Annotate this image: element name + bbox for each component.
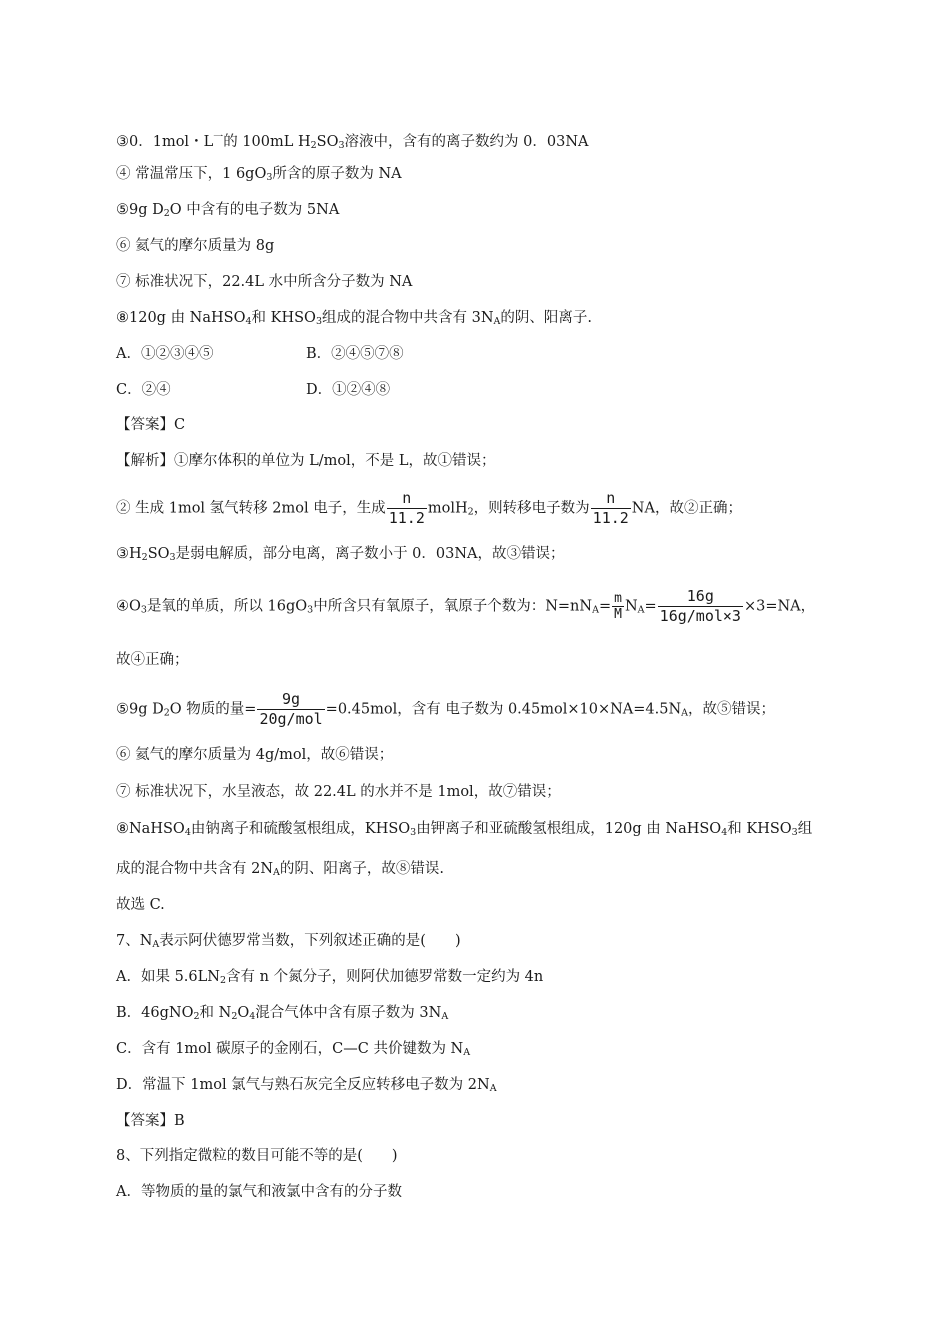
explanation-line-8b: 成的混合物中共含有 $2N_A$的阴、阳离子，故⑧错误. — [116, 861, 445, 878]
conclusion-line: 故选 C. — [116, 897, 165, 913]
explanation-line-1: 【解析】①摩尔体积的单位为 L/mol，不是 L，故①错误； — [116, 453, 496, 469]
explanation-line-3: $③H_2SO_3$是弱电解质，部分电离，离子数小于 0．03NA，故③错误； — [116, 546, 565, 563]
question-7-option-a: A．如果 $5.6LN_2$含有 n 个氮分子，则阿伏加德罗常数一定约为 4n — [116, 969, 544, 986]
explanation-line-4b: 故④正确； — [116, 652, 189, 668]
explanation-line-5: ⑤9g $D_2O$ 物质的量= $\frac{9g}{\text{20g/mol}}$ =0.45mol，含有 电子数为 $0.45mol\times 10\times NA=4.5N_A$，故⑤错误； — [116, 690, 776, 728]
line-item-4: ④ 常温常压下，1 $6gO_3$所含的原子数为 NA — [116, 166, 402, 183]
fraction-9g-over-20g: $\frac{9g}{\text{20g/mol}}$ — [259, 690, 323, 728]
fraction-n-over-11-2: $\frac{n}{11.2}$ — [388, 489, 425, 527]
explanation-line-8: ⑧NaHSO$_4$由钠离子和硫酸氢根组成，$KHSO_3$由钾离子和亚硫酸氢根组成，120g 由 NaHSO$_4$和 $KHSO_3$组 — [116, 821, 813, 838]
question-7-stem: 7、$N_A$表示阿伏德罗常当数，下列叙述正确的是( ) — [116, 933, 461, 950]
line-item-7: ⑦ 标准状况下，22.4L 水中所含分子数为 NA — [116, 274, 413, 290]
line-item-3: ③0．1mol・$L^一$的 100mL $H_2SO_3$溶液中，含有的离子数约为 0．03NA — [116, 132, 589, 151]
explanation-line-4: $④O_3$是氧的单质，所以 $16gO_3$中所含只有氧原子，氧原子个数为：$N=nN_A=$ $\frac{m}{M}$ $N_A=$ $\frac{16g}{\text{16g/mol×3}}$ ×3=NA， — [116, 587, 816, 625]
line-item-8: ⑧120g 由 NaHSO$_4$和 $KHSO_3$组成的混合物中共含有 $3N_A$的阴、阳离子. — [116, 310, 593, 327]
line-item-6: ⑥ 氦气的摩尔质量为 8g — [116, 238, 275, 254]
option-d: D．①②④⑧ — [306, 382, 391, 398]
fraction-m-over-M: $\frac{m}{M}$ — [614, 591, 622, 622]
answer-label-2: 【答案】B — [116, 1113, 185, 1129]
question-8-stem: 8、下列指定微粒的数目可能不等的是( ) — [116, 1148, 398, 1164]
question-7-option-d: D．常温下 1mol 氯气与熟石灰完全反应转移电子数为 $2N_A$ — [116, 1077, 497, 1094]
option-a: A．①②③④⑤ — [116, 346, 214, 362]
line-item-5: ⑤9g $D_2O$ 中含有的电子数为 5NA — [116, 202, 340, 219]
explanation-line-2: ② 生成 1mol 氢气转移 2mol 电子，生成 $\frac{n}{11.2}$ molH$_2$，则转移电子数为 $\frac{n}{11.2}$ NA，故②正确； — [116, 489, 742, 527]
explanation-line-6: ⑥ 氦气的摩尔质量为 4g/mol，故⑥错误； — [116, 747, 394, 763]
explanation-line-7: ⑦ 标准状况下，水呈液态，故 22.4L 的水并不是 1mol，故⑦错误； — [116, 784, 561, 800]
option-c: C．②④ — [116, 382, 171, 398]
fraction-n-over-11-2-b: $\frac{n}{11.2}$ — [592, 489, 629, 527]
question-7-option-b: B．46gNO$_2$和 $N_2O_4$混合气体中含有原子数为 $3N_A$ — [116, 1005, 449, 1022]
answer-label: 【答案】C — [116, 417, 186, 433]
option-b: B．②④⑤⑦⑧ — [306, 346, 404, 362]
fraction-16g-over-molar: $\frac{16g}{\text{16g/mol×3}}$ — [659, 587, 741, 625]
question-7-option-c: C．含有 1mol 碳原子的金刚石，C—C 共价键数为 $N_A$ — [116, 1041, 471, 1058]
question-8-option-a: A．等物质的量的氯气和液氯中含有的分子数 — [116, 1184, 402, 1200]
